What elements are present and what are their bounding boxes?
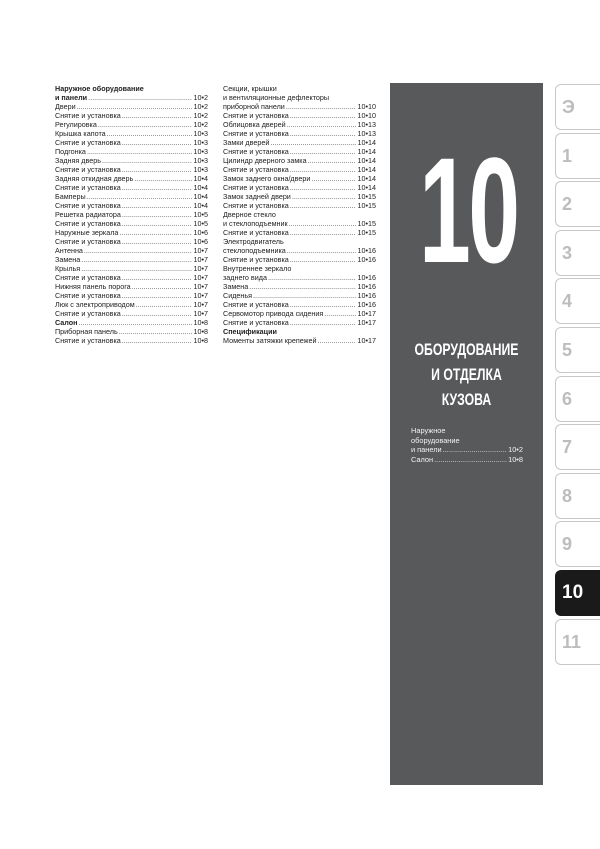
toc-entry-page: 10•2 [193,111,208,120]
toc-entry-title: Снятие и установка [223,183,289,192]
toc-leader-dots [324,309,356,318]
toc-entry [55,309,208,318]
toc-column-left [55,84,208,345]
toc-entry-title: Снятие и установка [223,111,289,120]
toc-entry-title: Нижняя панель порога [55,282,131,291]
toc-entry-title: Снятие и установка [223,318,289,327]
toc-entry-title: Снятие и установка [55,237,121,246]
toc-entry [55,138,208,147]
toc-entry-title: Снятие и установка [223,129,289,138]
toc-leader-dots [290,129,357,138]
toc-entry [55,219,208,228]
toc-entry-title: Замок задней двери [223,192,291,201]
chapter-tab-1[interactable]: 1 [555,133,600,179]
toc-entry [55,318,208,327]
toc-entry-page: 10•7 [193,309,208,318]
toc-leader-dots [289,219,357,228]
toc-entry-title: Салон [411,454,434,464]
toc-entry [55,201,208,210]
toc-leader-dots [290,183,357,192]
toc-entry-page: 10•16 [357,291,376,300]
toc-entry-page: 10•14 [357,165,376,174]
toc-entry [55,93,208,102]
toc-entry-page: 10•7 [193,300,208,309]
toc-entry [55,246,208,255]
toc-entry [411,445,523,455]
toc-entry-page: 10•3 [193,165,208,174]
toc-entry [223,102,376,111]
toc-entry [223,147,376,156]
toc-entry [55,129,208,138]
toc-entry-title: Цилиндр дверного замка [223,156,307,165]
toc-entry-title: Задняя откидная дверь [55,174,134,183]
toc-entry [223,111,376,120]
chapter-tab-9[interactable]: 9 [555,521,600,567]
chapter-title-line: ОБОРУДОВАНИЕ [414,340,519,359]
toc-entry-title: Снятие и установка [223,255,289,264]
toc-leader-dots [317,336,356,345]
toc-entry-title: Снятие и установка [223,147,289,156]
toc-entry [223,156,376,165]
toc-entry [55,336,208,345]
toc-leader-dots [290,165,357,174]
toc-entry-title: Приборная панель [55,327,118,336]
toc-entry-page: 10•2 [508,445,523,454]
chapter-tab-5[interactable]: 5 [555,327,600,373]
toc-leader-dots [287,246,357,255]
toc-leader-dots [132,282,193,291]
toc-entry-page: 10•4 [193,192,208,201]
toc-entry-title: Замки дверей [223,138,270,147]
toc-entry-page: 10•8 [508,454,523,464]
toc-leader-dots [122,111,193,120]
toc-entry-page: 10•7 [193,291,208,300]
toc-entry-title: Двери [55,102,76,111]
toc-leader-dots [98,120,193,129]
toc-entry [411,455,523,465]
toc-entry-page: 10•5 [193,219,208,228]
chapter-title-line: КУЗОВА [441,390,492,409]
toc-entry-title: Снятие и установка [55,183,121,192]
toc-entry [223,192,376,201]
toc-text-line: Секции, крышки [223,84,277,93]
toc-entry-title: Снятие и установка [223,201,289,210]
toc-entry-page: 10•16 [357,300,376,309]
toc-column-middle [223,84,376,345]
toc-entry [223,228,376,237]
toc-entry-page: 10•14 [357,174,376,183]
toc-leader-dots [290,147,357,156]
toc-entry-page: 10•17 [357,336,376,345]
toc-entry [55,237,208,246]
toc-leader-dots [107,129,193,138]
toc-entry-title: и стеклоподъемник [223,219,288,228]
toc-entry [223,120,376,129]
toc-entry [55,111,208,120]
toc-entry [223,174,376,183]
toc-leader-dots [88,93,192,102]
toc-leader-dots [287,120,357,129]
toc-entry-page: 10•13 [357,120,376,129]
toc-entry-title: Крылья [55,264,81,273]
toc-leader-dots [122,336,193,345]
toc-section-heading: Спецификации [223,327,277,336]
toc-entry-page: 10•3 [193,156,208,165]
toc-entry-page: 10•16 [357,282,376,291]
toc-entry-page: 10•7 [193,246,208,255]
toc-leader-dots [77,102,193,111]
toc-entry-page: 10•2 [193,102,208,111]
toc-entry-page: 10•14 [357,156,376,165]
toc-entry [223,165,376,174]
chapter-title [411,337,521,412]
toc-entry [223,255,376,264]
toc-entry [55,228,208,237]
toc-entry [223,309,376,318]
toc-leader-dots [134,174,192,183]
toc-leader-dots [249,282,356,291]
chapter-tab-4[interactable]: 4 [555,278,600,324]
toc-entry [55,165,208,174]
toc-entry-page: 10•16 [357,273,376,282]
toc-entry-title: Бамперы [55,192,86,201]
chapter-tab-10[interactable]: 10 [555,570,600,616]
toc-entry [55,210,208,219]
toc-entry-title: Снятие и установка [223,228,289,237]
toc-leader-dots [122,237,193,246]
toc-leader-dots [308,156,357,165]
toc-entry [223,201,376,210]
toc-entry-page: 10•10 [357,111,376,120]
toc-entry [223,219,376,228]
toc-entry-page: 10•8 [193,318,208,327]
toc-entry-title: стеклоподъемника [223,246,286,255]
toc-leader-dots [122,165,193,174]
toc-entry-page: 10•3 [193,147,208,156]
toc-entry-page: 10•5 [193,210,208,219]
toc-leader-dots [290,201,357,210]
chapter-tab-8[interactable]: 8 [555,473,600,519]
toc-entry-title: Регулировка [55,120,97,129]
toc-entry-title: и панели [411,445,442,454]
toc-leader-dots [290,255,357,264]
toc-entry-page: 10•3 [193,129,208,138]
chapter-title-line: И ОТДЕЛКА [431,365,502,384]
toc-leader-dots [122,210,193,219]
toc-entry [55,273,208,282]
toc-entry-title: Снятие и установка [55,201,121,210]
chapter-tab-Э[interactable]: Э [555,84,600,130]
toc-entry-title: Снятие и установка [55,291,121,300]
toc-entry-title: заднего вида [223,273,267,282]
chapter-tab-2[interactable]: 2 [555,181,600,227]
toc-entry-title: Снятие и установка [55,138,121,147]
toc-entry-page: 10•7 [193,273,208,282]
toc-entry-title: Замок заднего окна/двери [223,174,311,183]
toc-entry [55,291,208,300]
toc-leader-dots [122,309,193,318]
toc-leader-dots [268,273,357,282]
toc-entry [55,174,208,183]
toc-entry [55,147,208,156]
toc-entry-page: 10•2 [193,93,208,102]
toc-entry [223,246,376,255]
toc-entry [55,102,208,111]
toc-entry-page: 10•7 [193,282,208,291]
toc-entry-page: 10•17 [357,309,376,318]
toc-entry [55,183,208,192]
toc-leader-dots [87,192,193,201]
toc-entry-title: Снятие и установка [55,165,121,174]
toc-entry-page: 10•15 [357,192,376,201]
toc-entry-title: Снятие и установка [223,165,289,174]
toc-leader-dots [84,246,193,255]
toc-leader-dots [122,138,193,147]
toc-entry-page: 10•16 [357,246,376,255]
toc-entry-title: Снятие и установка [55,309,121,318]
toc-entry-title: приборной панели [223,102,285,111]
toc-entry-title: Снятие и установка [55,336,121,345]
toc-entry [55,264,208,273]
toc-entry [55,300,208,309]
toc-leader-dots [286,102,357,111]
toc-leader-dots [87,147,193,156]
toc-leader-dots [119,327,193,336]
toc-entry [55,282,208,291]
toc-leader-dots [122,291,193,300]
chapter-tab-6[interactable]: 6 [555,376,600,422]
toc-entry-page: 10•15 [357,228,376,237]
chapter-panel [390,83,543,785]
toc-leader-dots [290,318,357,327]
toc-entry-page: 10•7 [193,264,208,273]
toc-entry-title: Антенна [55,246,83,255]
toc-entry-page: 10•2 [193,120,208,129]
toc-entry-title: Замена [223,282,249,291]
toc-entry-title: Задняя дверь [55,156,101,165]
toc-entry-page: 10•4 [193,174,208,183]
toc-leader-dots [81,264,192,273]
toc-entry-title: Моменты затяжки крепежей [223,336,317,345]
toc-leader-dots [102,156,193,165]
toc-entry [223,336,376,345]
chapter-tab-7[interactable]: 7 [555,424,600,470]
toc-entry [55,120,208,129]
toc-entry-title: Снятие и установка [55,273,121,282]
toc-text-line: Наружное [411,426,446,435]
toc-entry-title: Решетка радиатора [55,210,121,219]
toc-text-line: и вентиляционные дефлекторы [223,93,330,102]
toc-entry [223,282,376,291]
toc-leader-dots [270,138,356,147]
toc-entry-page: 10•15 [357,201,376,210]
toc-entry [55,255,208,264]
toc-entry-title: Снятие и установка [223,300,289,309]
toc-leader-dots [122,183,193,192]
toc-entry-page: 10•17 [357,318,376,327]
toc-entry [55,156,208,165]
toc-entry-title: Наружные зеркала [55,228,119,237]
toc-entry-title: Люк с электроприводом [55,300,135,309]
toc-entry-title: Сервомотор привода сидения [223,309,324,318]
toc-entry-page: 10•8 [193,327,208,336]
toc-entry-page: 10•8 [193,336,208,345]
toc-leader-dots [290,300,357,309]
toc-entry-page: 10•10 [357,102,376,111]
toc-entry-title: и панели [55,93,88,102]
toc-leader-dots [253,291,356,300]
toc-text-line: Дверное стекло [223,210,276,219]
toc-section-heading: Наружное оборудование [55,84,144,93]
chapter-number: 10 [419,126,518,294]
toc-entry-page: 10•7 [193,255,208,264]
toc-leader-dots [434,455,507,465]
toc-entry [223,129,376,138]
toc-entry [223,291,376,300]
toc-leader-dots [311,174,356,183]
toc-entry [223,318,376,327]
toc-leader-dots [122,273,193,282]
toc-entry-page: 10•14 [357,183,376,192]
toc-leader-dots [122,219,193,228]
toc-entry-title: Снятие и установка [55,219,121,228]
toc-entry-page: 10•14 [357,138,376,147]
toc-entry [55,327,208,336]
toc-leader-dots [292,192,357,201]
toc-entry-page: 10•3 [193,138,208,147]
toc-entry-page: 10•16 [357,255,376,264]
toc-text-line: Электродвигатель [223,237,284,246]
toc-leader-dots [136,300,193,309]
toc-entry [55,192,208,201]
toc-leader-dots [78,318,192,327]
toc-entry-title: Сиденья [223,291,253,300]
toc-entry-title: Облицовка дверей [223,120,286,129]
toc-leader-dots [122,201,193,210]
toc-entry [223,273,376,282]
toc-leader-dots [119,228,192,237]
toc-entry-page: 10•13 [357,129,376,138]
toc-entry-page: 10•4 [193,201,208,210]
toc-entry-page: 10•6 [193,237,208,246]
chapter-tab-3[interactable]: 3 [555,230,600,276]
toc-entry-title: Замена [55,255,81,264]
toc-leader-dots [443,445,507,455]
toc-leader-dots [290,228,357,237]
chapter-mini-toc [411,426,523,464]
toc-entry-page: 10•4 [193,183,208,192]
toc-entry [223,300,376,309]
toc-entry-title: Снятие и установка [55,111,121,120]
toc-entry [223,183,376,192]
toc-entry-page: 10•15 [357,219,376,228]
toc-entry-title: Салон [55,318,78,327]
toc-leader-dots [290,111,357,120]
toc-entry-page: 10•6 [193,228,208,237]
toc-entry-title: Подгонка [55,147,86,156]
toc-entry-page: 10•14 [357,147,376,156]
toc-leader-dots [81,255,192,264]
chapter-tab-11[interactable]: 11 [555,619,600,665]
toc-text-line: Внутреннее зеркало [223,264,292,273]
toc-entry-title: Крышка капота [55,129,106,138]
toc-entry [223,138,376,147]
toc-text-line: оборудование [411,435,460,445]
